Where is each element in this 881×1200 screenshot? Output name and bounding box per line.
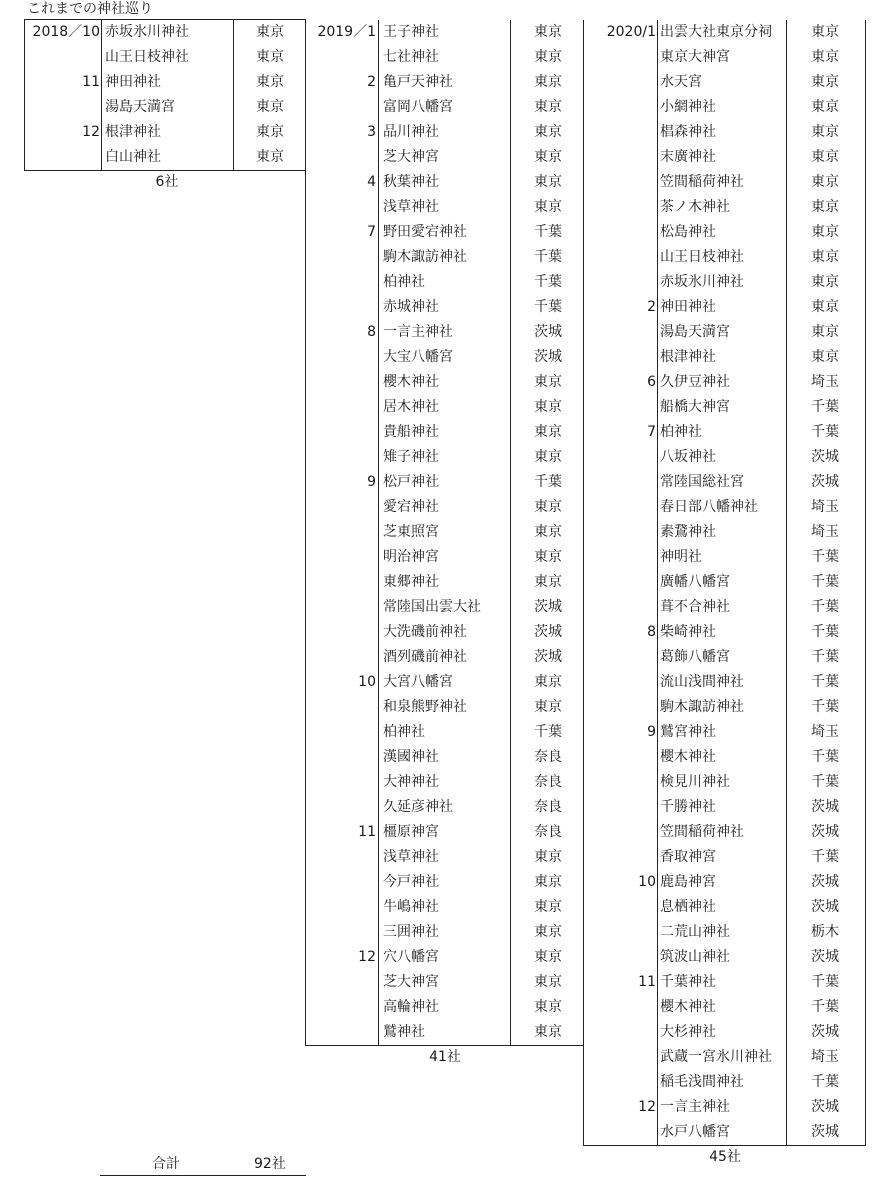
- row-month: 10: [358, 674, 376, 690]
- row-shrine-name: 湯島天満宮: [660, 324, 730, 340]
- row-prefecture: 東京: [534, 149, 562, 165]
- row-shrine-name: 鷲神社: [383, 1024, 425, 1040]
- row-month: 6: [647, 374, 656, 390]
- row-shrine-name: 常陸国総社宮: [660, 474, 744, 490]
- total-value: 92社: [254, 1156, 286, 1172]
- row-prefecture: 千葉: [811, 999, 839, 1015]
- row-prefecture: 埼玉: [811, 524, 839, 540]
- row-shrine-name: 赤城神社: [383, 299, 439, 315]
- row-prefecture: 千葉: [534, 274, 562, 290]
- row-shrine-name: 駒木諏訪神社: [383, 249, 467, 265]
- row-shrine-name: 櫻木神社: [660, 999, 716, 1015]
- row-shrine-name: 船橋大神宮: [660, 399, 730, 415]
- row-prefecture: 東京: [534, 174, 562, 190]
- row-shrine-name: 芝大神宮: [383, 974, 439, 990]
- row-month: 9: [367, 474, 376, 490]
- row-shrine-name: 神田神社: [105, 74, 161, 90]
- row-month: 2020/1: [606, 24, 656, 40]
- row-shrine-name: 漢國神社: [383, 749, 439, 765]
- row-prefecture: 千葉: [811, 849, 839, 865]
- row-shrine-name: 笠間稲荷神社: [660, 824, 744, 840]
- row-prefecture: 茨城: [534, 624, 562, 640]
- row-shrine-name: 神明社: [660, 549, 702, 565]
- row-prefecture: 東京: [256, 24, 284, 40]
- row-shrine-name: 素鵞神社: [660, 524, 716, 540]
- row-shrine-name: 湯島天満宮: [105, 99, 175, 115]
- row-month: 12: [358, 949, 376, 965]
- row-shrine-name: 居木神社: [383, 399, 439, 415]
- column-divider: [657, 20, 658, 1145]
- row-prefecture: 千葉: [811, 549, 839, 565]
- row-prefecture: 埼玉: [811, 1049, 839, 1065]
- row-prefecture: 東京: [534, 949, 562, 965]
- row-prefecture: 茨城: [534, 649, 562, 665]
- row-prefecture: 東京: [534, 974, 562, 990]
- row-prefecture: 東京: [811, 24, 839, 40]
- row-prefecture: 東京: [534, 1024, 562, 1040]
- row-month: 2019／1: [317, 24, 376, 40]
- row-shrine-name: 出雲大社東京分祠: [660, 24, 772, 40]
- row-shrine-name: 雉子神社: [383, 449, 439, 465]
- row-prefecture: 茨城: [811, 474, 839, 490]
- row-month: 11: [638, 974, 656, 990]
- row-prefecture: 東京: [534, 99, 562, 115]
- row-shrine-name: 千勝神社: [660, 799, 716, 815]
- row-prefecture: 千葉: [534, 224, 562, 240]
- row-prefecture: 東京: [534, 399, 562, 415]
- row-prefecture: 千葉: [811, 674, 839, 690]
- row-shrine-name: 鹿島神宮: [660, 874, 716, 890]
- row-prefecture: 茨城: [811, 449, 839, 465]
- row-prefecture: 東京: [534, 874, 562, 890]
- row-shrine-name: 久延彦神社: [383, 799, 453, 815]
- row-shrine-name: 品川神社: [383, 124, 439, 140]
- row-month: 2: [647, 299, 656, 315]
- row-prefecture: 東京: [811, 199, 839, 215]
- row-prefecture: 東京: [534, 574, 562, 590]
- row-prefecture: 茨城: [811, 874, 839, 890]
- row-shrine-name: 茶ノ木神社: [660, 199, 730, 215]
- row-shrine-name: 二荒山神社: [660, 924, 730, 940]
- row-month: 9: [647, 724, 656, 740]
- row-shrine-name: 七社神社: [383, 49, 439, 65]
- row-shrine-name: 三囲神社: [383, 924, 439, 940]
- row-month: 11: [82, 74, 100, 90]
- row-shrine-name: 香取神宮: [660, 849, 716, 865]
- row-shrine-name: 東京大神宮: [660, 49, 730, 65]
- table-border-right: [865, 20, 866, 1145]
- row-shrine-name: 根津神社: [105, 124, 161, 140]
- row-prefecture: 東京: [811, 149, 839, 165]
- total-underline: [100, 1175, 306, 1176]
- row-shrine-name: 稲毛浅間神社: [660, 1074, 744, 1090]
- row-month: 4: [367, 174, 376, 190]
- row-shrine-name: 山王日枝神社: [105, 49, 189, 65]
- row-prefecture: 東京: [811, 274, 839, 290]
- row-shrine-name: 末廣神社: [660, 149, 716, 165]
- row-shrine-name: 小網神社: [660, 99, 716, 115]
- row-shrine-name: 秋葉神社: [383, 174, 439, 190]
- row-prefecture: 千葉: [811, 1074, 839, 1090]
- row-shrine-name: 大宝八幡宮: [383, 349, 453, 365]
- row-shrine-name: 葺不合神社: [660, 599, 730, 615]
- row-prefecture: 奈良: [534, 774, 562, 790]
- row-shrine-name: 息栖神社: [660, 899, 716, 915]
- table-border-left: [583, 20, 584, 1145]
- total-label: 合計: [152, 1156, 180, 1172]
- row-prefecture: 東京: [534, 449, 562, 465]
- table-border-top: [24, 19, 306, 20]
- row-shrine-name: 椙森神社: [660, 124, 716, 140]
- row-prefecture: 東京: [811, 174, 839, 190]
- row-prefecture: 東京: [534, 999, 562, 1015]
- row-prefecture: 奈良: [534, 749, 562, 765]
- row-prefecture: 東京: [534, 674, 562, 690]
- row-prefecture: 東京: [256, 49, 284, 65]
- row-prefecture: 東京: [811, 349, 839, 365]
- row-prefecture: 東京: [256, 149, 284, 165]
- row-prefecture: 千葉: [811, 574, 839, 590]
- row-prefecture: 千葉: [811, 749, 839, 765]
- table-border-left: [24, 20, 25, 170]
- row-shrine-name: 柴崎神社: [660, 624, 716, 640]
- row-shrine-name: 廣幡八幡宮: [660, 574, 730, 590]
- row-prefecture: 奈良: [534, 799, 562, 815]
- row-shrine-name: 水戸八幡宮: [660, 1124, 730, 1140]
- row-shrine-name: 和泉熊野神社: [383, 699, 467, 715]
- row-shrine-name: 武蔵一宮氷川神社: [660, 1049, 772, 1065]
- row-month: 10: [638, 874, 656, 890]
- row-shrine-name: 鷲宮神社: [660, 724, 716, 740]
- row-prefecture: 茨城: [811, 1099, 839, 1115]
- row-prefecture: 千葉: [811, 599, 839, 615]
- row-shrine-name: 大宮八幡宮: [383, 674, 453, 690]
- column-divider: [786, 20, 787, 1145]
- row-prefecture: 東京: [534, 49, 562, 65]
- row-shrine-name: 検見川神社: [660, 774, 730, 790]
- row-prefecture: 東京: [534, 499, 562, 515]
- row-shrine-name: 常陸国出雲大社: [383, 599, 481, 615]
- row-prefecture: 東京: [811, 99, 839, 115]
- row-prefecture: 東京: [256, 124, 284, 140]
- row-prefecture: 東京: [811, 124, 839, 140]
- row-shrine-name: 大洗磯前神社: [383, 624, 467, 640]
- row-prefecture: 千葉: [534, 299, 562, 315]
- row-shrine-name: 筑波山神社: [660, 949, 730, 965]
- row-prefecture: 千葉: [534, 724, 562, 740]
- row-prefecture: 茨城: [811, 949, 839, 965]
- row-prefecture: 千葉: [811, 774, 839, 790]
- table-count: 45社: [709, 1149, 741, 1165]
- row-prefecture: 東京: [534, 124, 562, 140]
- row-shrine-name: 神田神社: [660, 299, 716, 315]
- row-shrine-name: 流山浅間神社: [660, 674, 744, 690]
- row-shrine-name: 穴八幡宮: [383, 949, 439, 965]
- row-prefecture: 東京: [534, 24, 562, 40]
- table-border-left: [305, 20, 306, 1045]
- row-prefecture: 奈良: [534, 824, 562, 840]
- column-divider: [101, 20, 102, 170]
- row-prefecture: 千葉: [811, 424, 839, 440]
- row-shrine-name: 高輪神社: [383, 999, 439, 1015]
- row-month: 12: [82, 124, 100, 140]
- row-prefecture: 東京: [534, 424, 562, 440]
- row-shrine-name: 笠間稲荷神社: [660, 174, 744, 190]
- row-prefecture: 千葉: [811, 699, 839, 715]
- row-prefecture: 東京: [256, 74, 284, 90]
- row-prefecture: 東京: [811, 299, 839, 315]
- row-prefecture: 千葉: [534, 474, 562, 490]
- row-prefecture: 茨城: [811, 1124, 839, 1140]
- row-shrine-name: 柏神社: [660, 424, 702, 440]
- row-shrine-name: 赤坂氷川神社: [660, 274, 744, 290]
- row-month: 11: [358, 824, 376, 840]
- row-shrine-name: 一言主神社: [383, 324, 453, 340]
- row-shrine-name: 富岡八幡宮: [383, 99, 453, 115]
- row-shrine-name: 大杉神社: [660, 1024, 716, 1040]
- row-prefecture: 茨城: [534, 349, 562, 365]
- row-prefecture: 埼玉: [811, 374, 839, 390]
- row-prefecture: 東京: [534, 849, 562, 865]
- row-month: 7: [367, 224, 376, 240]
- row-shrine-name: 今戸神社: [383, 874, 439, 890]
- row-month: 8: [647, 624, 656, 640]
- row-shrine-name: 松島神社: [660, 224, 716, 240]
- row-prefecture: 東京: [811, 74, 839, 90]
- row-prefecture: 茨城: [534, 324, 562, 340]
- column-divider: [510, 20, 511, 1045]
- row-shrine-name: 東郷神社: [383, 574, 439, 590]
- row-shrine-name: 白山神社: [105, 149, 161, 165]
- row-prefecture: 茨城: [811, 899, 839, 915]
- row-shrine-name: 柏神社: [383, 274, 425, 290]
- row-shrine-name: 柏神社: [383, 724, 425, 740]
- row-prefecture: 千葉: [811, 624, 839, 640]
- row-prefecture: 千葉: [811, 974, 839, 990]
- row-month: 7: [647, 424, 656, 440]
- row-shrine-name: 八坂神社: [660, 449, 716, 465]
- row-prefecture: 茨城: [811, 1024, 839, 1040]
- row-shrine-name: 酒列磯前神社: [383, 649, 467, 665]
- row-shrine-name: 春日部八幡神社: [660, 499, 758, 515]
- row-prefecture: 東京: [811, 324, 839, 340]
- row-prefecture: 茨城: [811, 824, 839, 840]
- row-shrine-name: 明治神宮: [383, 549, 439, 565]
- row-prefecture: 埼玉: [811, 499, 839, 515]
- row-prefecture: 茨城: [534, 599, 562, 615]
- row-month: 12: [638, 1099, 656, 1115]
- row-shrine-name: 牛嶋神社: [383, 899, 439, 915]
- row-prefecture: 東京: [811, 224, 839, 240]
- row-shrine-name: 野田愛宕神社: [383, 224, 467, 240]
- row-prefecture: 東京: [811, 49, 839, 65]
- row-prefecture: 栃木: [811, 924, 839, 940]
- row-shrine-name: 貴船神社: [383, 424, 439, 440]
- row-prefecture: 茨城: [811, 799, 839, 815]
- row-prefecture: 千葉: [534, 249, 562, 265]
- column-divider: [233, 20, 234, 170]
- row-prefecture: 東京: [534, 524, 562, 540]
- row-shrine-name: 水天宮: [660, 74, 702, 90]
- row-shrine-name: 千葉神社: [660, 974, 716, 990]
- row-prefecture: 東京: [534, 199, 562, 215]
- row-prefecture: 埼玉: [811, 724, 839, 740]
- row-shrine-name: 大神神社: [383, 774, 439, 790]
- row-prefecture: 東京: [811, 249, 839, 265]
- row-shrine-name: 橿原神宮: [383, 824, 439, 840]
- row-prefecture: 東京: [256, 99, 284, 115]
- table-count: 41社: [429, 1049, 461, 1065]
- row-shrine-name: 久伊豆神社: [660, 374, 730, 390]
- row-shrine-name: 赤坂氷川神社: [105, 24, 189, 40]
- row-shrine-name: 根津神社: [660, 349, 716, 365]
- row-prefecture: 東京: [534, 549, 562, 565]
- row-month: 2: [367, 74, 376, 90]
- row-prefecture: 東京: [534, 374, 562, 390]
- column-divider: [378, 20, 379, 1045]
- row-shrine-name: 櫻木神社: [383, 374, 439, 390]
- row-shrine-name: 葛飾八幡宮: [660, 649, 730, 665]
- row-shrine-name: 山王日枝神社: [660, 249, 744, 265]
- row-shrine-name: 愛宕神社: [383, 499, 439, 515]
- row-month: 8: [367, 324, 376, 340]
- row-month: 2018／10: [32, 24, 100, 40]
- row-shrine-name: 駒木諏訪神社: [660, 699, 744, 715]
- row-shrine-name: 櫻木神社: [660, 749, 716, 765]
- row-prefecture: 千葉: [811, 399, 839, 415]
- row-prefecture: 東京: [534, 699, 562, 715]
- row-shrine-name: 亀戸天神社: [383, 74, 453, 90]
- page-title: これまでの神社巡り: [27, 1, 153, 17]
- row-prefecture: 東京: [534, 924, 562, 940]
- table-count: 6社: [155, 174, 179, 190]
- row-shrine-name: 浅草神社: [383, 199, 439, 215]
- row-prefecture: 東京: [534, 899, 562, 915]
- row-month: 3: [367, 124, 376, 140]
- row-shrine-name: 芝大神宮: [383, 149, 439, 165]
- row-shrine-name: 芝東照宮: [383, 524, 439, 540]
- row-shrine-name: 松戸神社: [383, 474, 439, 490]
- row-prefecture: 東京: [534, 74, 562, 90]
- row-prefecture: 千葉: [811, 649, 839, 665]
- row-shrine-name: 一言主神社: [660, 1099, 730, 1115]
- row-shrine-name: 浅草神社: [383, 849, 439, 865]
- row-shrine-name: 王子神社: [383, 24, 439, 40]
